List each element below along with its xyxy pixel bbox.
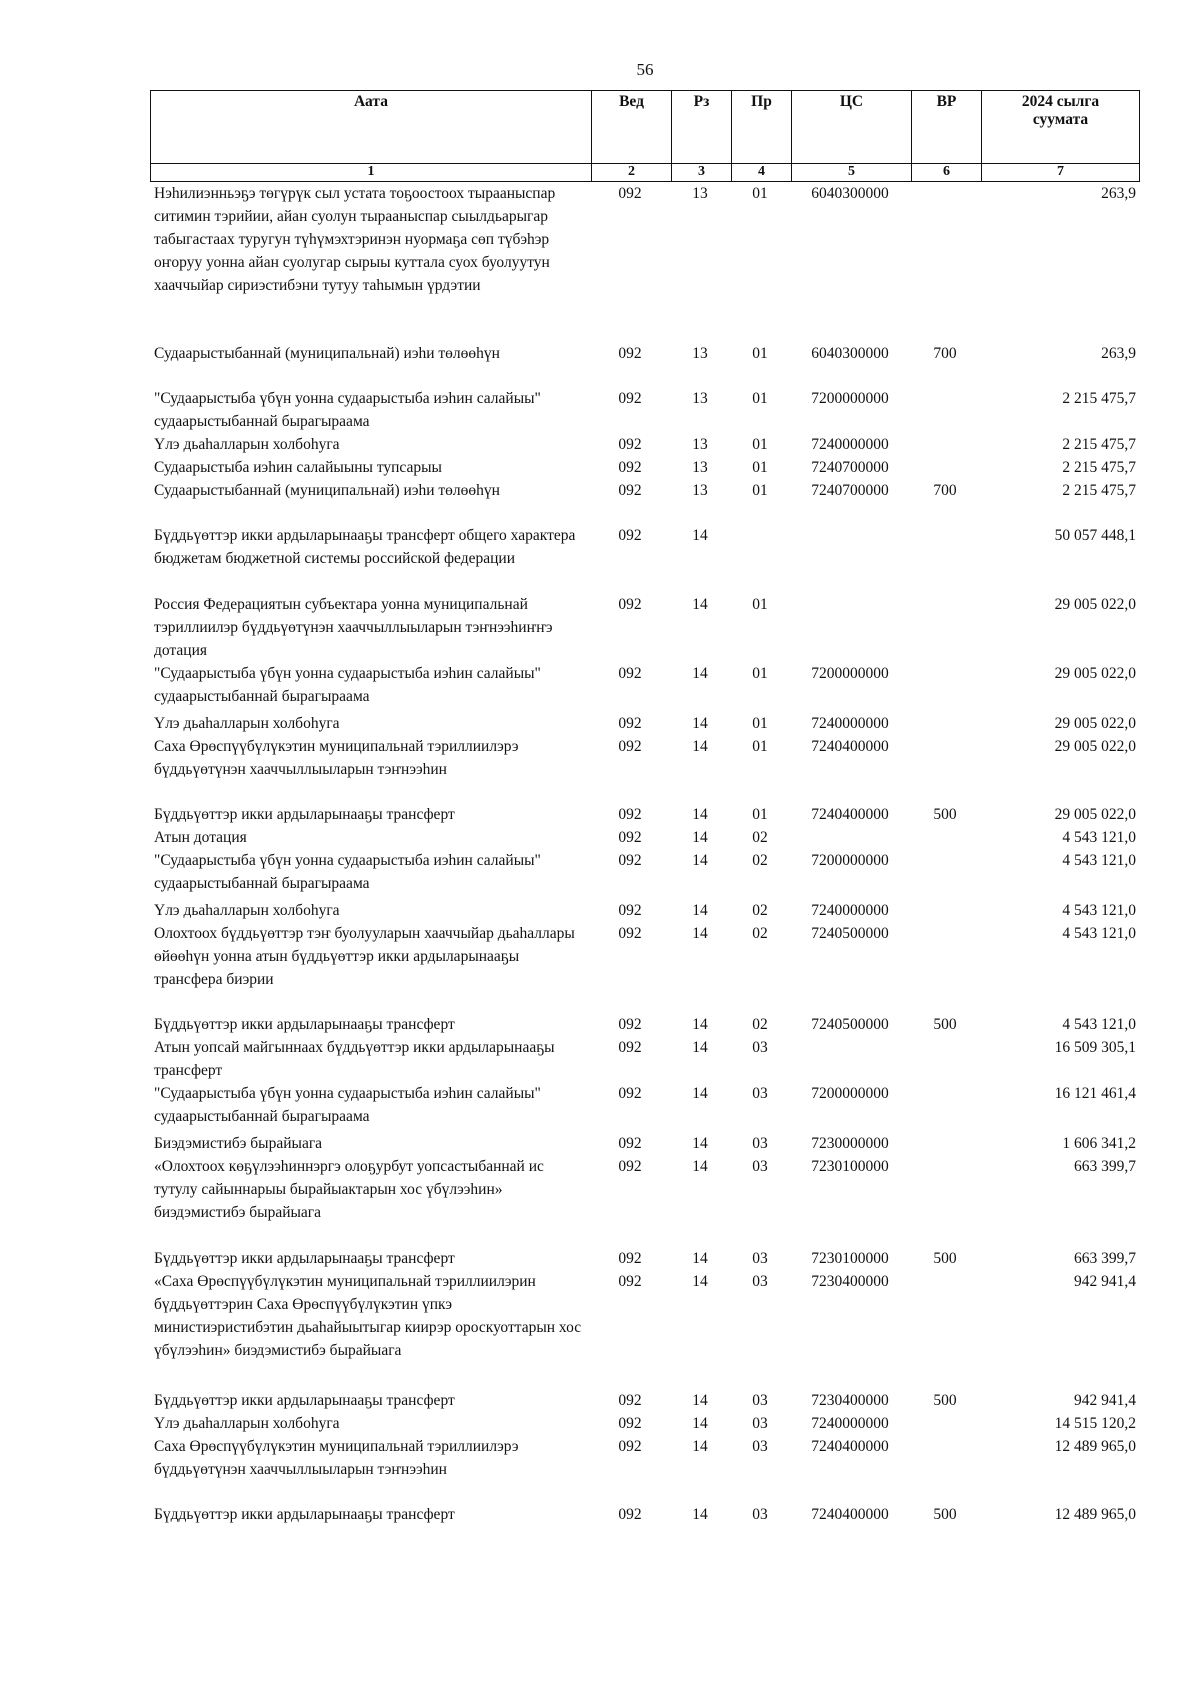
row-ved: 092 — [618, 738, 642, 755]
header-number: 3 — [671, 164, 731, 181]
header-ved: Вед — [591, 91, 671, 163]
row-cs: 7240400000 — [811, 738, 889, 755]
row-name: Бүддьүөттэр икки ардыларынааҕы трансферт — [154, 1392, 455, 1409]
row-name: Үлэ дьаһалларын холбоһуга — [154, 902, 340, 919]
row-pr: 03 — [752, 1085, 768, 1102]
row-pr: 02 — [752, 852, 768, 869]
row-name: Бүддьүөттэр икки ардыларынааҕы трансферт — [154, 1506, 455, 1523]
row-rz: 14 — [692, 596, 708, 613]
row-rz: 13 — [692, 390, 708, 407]
row-sum: 942 941,4 — [1074, 1273, 1136, 1290]
table-row — [150, 1155, 1140, 1247]
row-pr: 01 — [752, 665, 768, 682]
page-number: 56 — [636, 60, 654, 79]
header-number: 7 — [981, 164, 1139, 181]
row-pr: 01 — [752, 715, 768, 732]
header-number: 4 — [731, 164, 791, 181]
header-cs: ЦС — [791, 91, 911, 163]
header-number: 2 — [591, 164, 671, 181]
row-cs: 7240400000 — [811, 806, 889, 823]
row-rz: 14 — [692, 1250, 708, 1267]
row-name: Олохтоох бүддьүөттэр тэҥ буолууларын хааччыйар дьаһаллары өйөөһүн уонна атын бүддьүөттэр икки ардыларынааҕы трансфера биэрии — [154, 925, 575, 988]
row-name: Үлэ дьаһалларын холбоһуга — [154, 1415, 340, 1432]
row-ved: 092 — [618, 459, 642, 476]
row-name: Судаарыстыбаннай (муниципальнай) иэһи төлөөһүн — [154, 345, 500, 362]
header-sum: 2024 сылга суумата — [981, 91, 1139, 163]
row-sum: 12 489 965,0 — [1054, 1438, 1136, 1455]
row-sum: 4 543 121,0 — [1062, 902, 1136, 919]
row-rz: 14 — [692, 902, 708, 919]
row-ved: 092 — [618, 715, 642, 732]
row-vr: 700 — [933, 482, 957, 499]
table-row — [150, 899, 1140, 922]
row-rz: 14 — [692, 1438, 708, 1455]
row-rz: 14 — [692, 1016, 708, 1033]
row-pr: 01 — [752, 185, 768, 202]
row-name: Атын уопсай майгыннаах бүддьүөттэр икки ардыларынааҕы трансферт — [154, 1039, 555, 1079]
row-rz: 13 — [692, 185, 708, 202]
row-ved: 092 — [618, 1158, 642, 1175]
row-pr: 03 — [752, 1415, 768, 1432]
row-name: Үлэ дьаһалларын холбоһуга — [154, 436, 340, 453]
table-row — [150, 342, 1140, 365]
row-ved: 092 — [618, 1016, 642, 1033]
row-ved: 092 — [618, 1273, 642, 1290]
row-rz: 14 — [692, 1135, 708, 1152]
row-rz: 14 — [692, 1158, 708, 1175]
row-sum: 16 121 461,4 — [1054, 1085, 1136, 1102]
table-row — [150, 922, 1140, 991]
row-sum: 29 005 022,0 — [1054, 738, 1136, 755]
header-number: 6 — [911, 164, 981, 181]
row-pr: 01 — [752, 345, 768, 362]
row-pr: 03 — [752, 1039, 768, 1056]
table-row — [150, 1036, 1140, 1082]
row-rz: 13 — [692, 482, 708, 499]
table-row — [150, 1013, 1140, 1036]
row-sum: 4 543 121,0 — [1062, 1016, 1136, 1033]
row-cs: 7240500000 — [811, 925, 889, 942]
row-cs: 7200000000 — [811, 1085, 889, 1102]
row-pr: 01 — [752, 436, 768, 453]
row-name: "Судаарыстыба үбүн уонна судаарыстыба иэһин салайыы" судаарыстыбаннай бырагыраама — [154, 852, 541, 892]
row-vr: 500 — [933, 1016, 957, 1033]
row-ved: 092 — [618, 1506, 642, 1523]
row-cs: 7200000000 — [811, 852, 889, 869]
row-ved: 092 — [618, 1415, 642, 1432]
row-cs: 7200000000 — [811, 665, 889, 682]
row-ved: 092 — [618, 185, 642, 202]
row-sum: 16 509 305,1 — [1054, 1039, 1136, 1056]
row-rz: 14 — [692, 925, 708, 942]
row-ved: 092 — [618, 1250, 642, 1267]
table-row — [150, 433, 1140, 456]
row-name: Саха Өрөспүүбүлүкэтин муниципальнай тэриллиилэрэ бүддьүөтүнэн хааччыллыыларын тэҥнээһин — [154, 738, 519, 778]
row-pr: 02 — [752, 902, 768, 919]
row-ved: 092 — [618, 527, 642, 544]
row-cs: 7240000000 — [811, 715, 889, 732]
row-rz: 14 — [692, 829, 708, 846]
table-row — [150, 1435, 1140, 1481]
row-ved: 092 — [618, 390, 642, 407]
row-pr: 03 — [752, 1438, 768, 1455]
row-ved: 092 — [618, 1039, 642, 1056]
row-ved: 092 — [618, 829, 642, 846]
table-header-numbers — [150, 164, 1140, 182]
row-name: «Саха Өрөспүүбүлүкэтин муниципальнай тэриллиилэрин бүддьүөттэрин Саха Өрөспүүбүлүкэтин үпкэ министиэристибэтин дьаһайыытыгар киирэр ороскуоттарын хос үбүлээһин» биэдэмистибэ бырайыага — [154, 1273, 582, 1359]
row-ved: 092 — [618, 925, 642, 942]
row-cs: 7240500000 — [811, 1016, 889, 1033]
table-row — [150, 1270, 1140, 1385]
row-cs: 7240000000 — [811, 1415, 889, 1432]
table-row — [150, 1132, 1140, 1155]
row-sum: 2 215 475,7 — [1062, 459, 1136, 476]
table-row — [150, 662, 1140, 708]
table-row — [150, 1247, 1140, 1270]
row-ved: 092 — [618, 806, 642, 823]
row-name: Биэдэмистибэ бырайыага — [154, 1135, 323, 1152]
row-rz: 14 — [692, 665, 708, 682]
table-row — [150, 524, 1140, 593]
header-vr: ВР — [911, 91, 981, 163]
row-vr: 700 — [933, 345, 957, 362]
header-number: 1 — [367, 164, 375, 179]
row-name: "Судаарыстыба үбүн уонна судаарыстыба иэһин салайыы" судаарыстыбаннай бырагыраама — [154, 665, 541, 705]
row-rz: 14 — [692, 738, 708, 755]
header-rz: Рз — [671, 91, 731, 163]
row-sum: 50 057 448,1 — [1054, 527, 1136, 544]
row-ved: 092 — [618, 1392, 642, 1409]
table-row — [150, 803, 1140, 826]
row-sum: 29 005 022,0 — [1054, 596, 1136, 613]
row-rz: 13 — [692, 345, 708, 362]
row-ved: 092 — [618, 1085, 642, 1102]
row-ved: 092 — [618, 852, 642, 869]
row-sum: 1 606 341,2 — [1062, 1135, 1136, 1152]
table-row — [150, 456, 1140, 479]
row-ved: 092 — [618, 596, 642, 613]
row-cs: 7200000000 — [811, 390, 889, 407]
row-cs: 7230400000 — [811, 1273, 889, 1290]
row-pr: 01 — [752, 459, 768, 476]
table-row — [150, 182, 1140, 320]
row-pr: 03 — [752, 1135, 768, 1152]
row-ved: 092 — [618, 436, 642, 453]
row-pr: 03 — [752, 1250, 768, 1267]
row-pr: 02 — [752, 925, 768, 942]
table-row — [150, 712, 1140, 735]
row-rz: 14 — [692, 1392, 708, 1409]
row-sum: 14 515 120,2 — [1054, 1415, 1136, 1432]
row-sum: 663 399,7 — [1074, 1250, 1136, 1267]
row-sum: 4 543 121,0 — [1062, 829, 1136, 846]
row-sum: 2 215 475,7 — [1062, 482, 1136, 499]
row-vr: 500 — [933, 1250, 957, 1267]
row-pr: 01 — [752, 390, 768, 407]
row-rz: 14 — [692, 1273, 708, 1290]
row-pr: 03 — [752, 1392, 768, 1409]
table-row — [150, 593, 1140, 662]
table-body — [150, 182, 1140, 1526]
header-pr: Пр — [731, 91, 791, 163]
row-rz: 14 — [692, 715, 708, 732]
row-ved: 092 — [618, 665, 642, 682]
table-row — [150, 1412, 1140, 1435]
table-header — [150, 90, 1140, 164]
row-pr: 01 — [752, 482, 768, 499]
row-pr: 01 — [752, 806, 768, 823]
row-cs: 7230000000 — [811, 1135, 889, 1152]
table-row — [150, 1503, 1140, 1526]
row-sum: 4 543 121,0 — [1062, 852, 1136, 869]
row-sum: 12 489 965,0 — [1054, 1506, 1136, 1523]
row-name: "Судаарыстыба үбүн уонна судаарыстыба иэһин салайыы" судаарыстыбаннай бырагыраама — [154, 1085, 541, 1125]
row-cs: 7240700000 — [811, 459, 889, 476]
row-pr: 02 — [752, 1016, 768, 1033]
row-cs: 7240400000 — [811, 1438, 889, 1455]
row-cs: 7230100000 — [811, 1158, 889, 1175]
row-name: Саха Өрөспүүбүлүкэтин муниципальнай тэриллиилэрэ бүддьүөтүнэн хааччыллыыларын тэҥнээһин — [154, 1438, 519, 1478]
row-sum: 263,9 — [1101, 185, 1136, 202]
row-sum: 2 215 475,7 — [1062, 390, 1136, 407]
row-cs: 7230400000 — [811, 1392, 889, 1409]
row-sum: 29 005 022,0 — [1054, 665, 1136, 682]
row-name: Судаарыстыбаннай (муниципальнай) иэһи төлөөһүн — [154, 482, 500, 499]
row-rz: 14 — [692, 1415, 708, 1432]
header-name: Аата — [354, 93, 388, 110]
row-cs: 6040300000 — [811, 185, 889, 202]
row-name: Атын дотация — [154, 829, 247, 846]
row-rz: 13 — [692, 459, 708, 476]
row-sum: 4 543 121,0 — [1062, 925, 1136, 942]
table-row — [150, 479, 1140, 502]
row-name: Судаарыстыба иэһин салайыыны тупсарыы — [154, 459, 442, 476]
table-row — [150, 849, 1140, 895]
table-row — [150, 826, 1140, 849]
row-pr: 02 — [752, 829, 768, 846]
table-row — [150, 735, 1140, 781]
row-name: Бүддьүөттэр икки ардыларынааҕы трансферт — [154, 1016, 455, 1033]
row-sum: 263,9 — [1101, 345, 1136, 362]
row-ved: 092 — [618, 482, 642, 499]
table-row — [150, 1082, 1140, 1128]
row-pr: 01 — [752, 738, 768, 755]
row-vr: 500 — [933, 1506, 957, 1523]
row-rz: 14 — [692, 1085, 708, 1102]
row-pr: 03 — [752, 1273, 768, 1290]
row-sum: 29 005 022,0 — [1054, 715, 1136, 732]
row-rz: 14 — [692, 1039, 708, 1056]
row-sum: 663 399,7 — [1074, 1158, 1136, 1175]
row-sum: 2 215 475,7 — [1062, 436, 1136, 453]
row-pr: 03 — [752, 1158, 768, 1175]
row-pr: 01 — [752, 596, 768, 613]
row-name: Россия Федерациятын субъектара уонна муниципальнай тэриллиилэр бүддьүөтүнэн хааччыллыыларын тэҥнээһиҥҥэ дотация — [154, 596, 553, 659]
row-vr: 500 — [933, 1392, 957, 1409]
row-cs: 7240000000 — [811, 902, 889, 919]
row-rz: 14 — [692, 527, 708, 544]
table-row — [150, 387, 1140, 433]
row-rz: 14 — [692, 806, 708, 823]
table-row — [150, 1389, 1140, 1412]
row-name: Бүддьүөттэр икки ардыларынааҕы трансферт — [154, 806, 455, 823]
row-ved: 092 — [618, 1438, 642, 1455]
row-cs: 6040300000 — [811, 345, 889, 362]
row-name: Бүддьүөттэр икки ардыларынааҕы трансферт общего характера бюджетам бюджетной системы российской федерации — [154, 527, 576, 567]
row-ved: 092 — [618, 902, 642, 919]
row-name: "Судаарыстыба үбүн уонна судаарыстыба иэһин салайыы" судаарыстыбаннай бырагыраама — [154, 390, 541, 430]
header-number: 5 — [791, 164, 911, 181]
row-sum: 942 941,4 — [1074, 1392, 1136, 1409]
row-cs: 7230100000 — [811, 1250, 889, 1267]
row-cs: 7240000000 — [811, 436, 889, 453]
row-rz: 14 — [692, 852, 708, 869]
row-vr: 500 — [933, 806, 957, 823]
row-ved: 092 — [618, 345, 642, 362]
row-sum: 29 005 022,0 — [1054, 806, 1136, 823]
row-ved: 092 — [618, 1135, 642, 1152]
row-rz: 14 — [692, 1506, 708, 1523]
row-name: Үлэ дьаһалларын холбоһуга — [154, 715, 340, 732]
row-pr: 03 — [752, 1506, 768, 1523]
row-name: Нэһилиэнньэҕэ төгүрүк сыл устата тоҕоостоох тырааныспар ситимин тэрийии, айан суолун тырааныспар сыылдьарыгар табыгастаах туругун түһүмэхтэринэн нуормаҕа сөп түбэһэр оҥоруу уонна айан суолугар сырыы куттала суох буолуутун хааччыйар сириэстибэни тутуу таһымын үрдэтии — [154, 185, 556, 294]
budget-table — [150, 90, 1140, 1526]
row-name: Бүддьүөттэр икки ардыларынааҕы трансферт — [154, 1250, 455, 1267]
row-name: «Олохтоох көҕүлээһиннэргэ олоҕурбут уопсастыбаннай ис тутулу сайыннарыы бырайыактарын хос үбүлээһин» биэдэмистибэ бырайыага — [154, 1158, 544, 1221]
row-rz: 13 — [692, 436, 708, 453]
row-cs: 7240700000 — [811, 482, 889, 499]
row-cs: 7240400000 — [811, 1506, 889, 1523]
